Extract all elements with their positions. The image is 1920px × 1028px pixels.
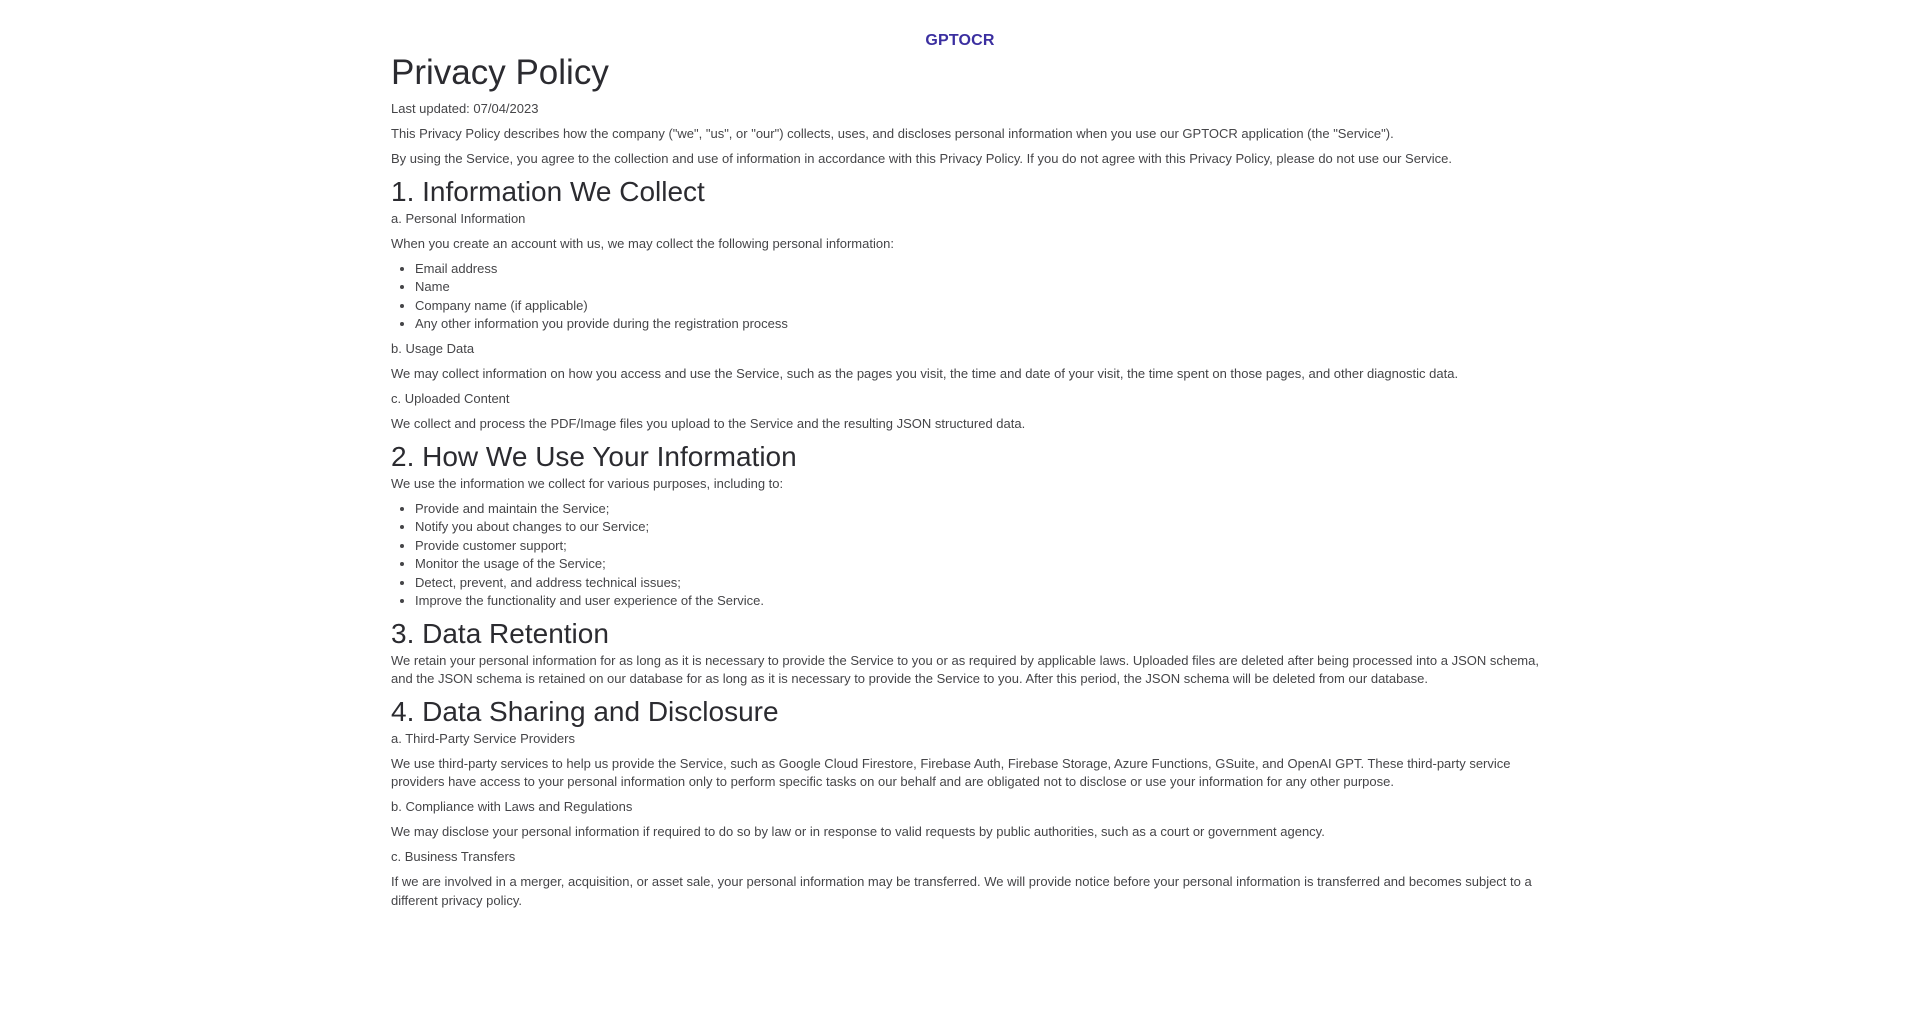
usage-purposes-list [391, 500, 1541, 611]
compliance-text: We may disclose your personal information if required to do so by law or in response to valid requests by public authorities, such as a court or government agency. [391, 824, 1325, 839]
intro-paragraph-2: By using the Service, you agree to the collection and use of information in accordance with this Privacy Policy. If you do not agree with this Privacy Policy, please do not use our Service. [391, 151, 1453, 166]
list-item: • Monitor the usage of the Service; [415, 555, 1541, 574]
usage-purposes-text: We use the information we collect for various purposes, including to: [391, 475, 784, 491]
list-item: • Detect, prevent, and address technical issues; [415, 574, 1541, 593]
personal-info-text: When you create an account with us, we may collect the following personal information: [391, 235, 894, 251]
compliance-subheading: b. Compliance with Laws and Regulations [391, 799, 633, 814]
personal-info-subheading: a. Personal Information [391, 210, 526, 226]
list-item: • Provide and maintain the Service; [415, 500, 1541, 519]
list-item: • Any other information you provide during the registration process [415, 315, 1541, 334]
page-title: Privacy Policy [391, 53, 609, 92]
last-updated: Last updated: 07/04/2023 [391, 101, 539, 116]
third-party-text: We use third-party services to help us provide the Service, such as Google Cloud Firestore, Firebase Auth, Firebase Storage, Azure Functions, GSuite, and OpenAI GPT. These third-party service providers have access to your personal information only to perform specific tasks on our behalf and are obligated not to disclose or use your information for any other purpose. [391, 755, 1511, 789]
business-transfers-text: If we are involved in a merger, acquisition, or asset sale, your personal information may be transferred. We will provide notice before your personal information is transferred and becomes subject to a different privacy policy. [391, 874, 1532, 908]
section-4-heading: 4. Data Sharing and Disclosure [391, 695, 779, 727]
section-2-heading: 2. How We Use Your Information [391, 440, 797, 472]
list-item: • Name [415, 278, 1541, 297]
intro-paragraph-1: This Privacy Policy describes how the company ("we", "us", or "our") collects, uses, and discloses personal information when you use our GPTOCR application (the "Service"). [391, 126, 1394, 141]
section-3-heading: 3. Data Retention [391, 617, 609, 649]
uploaded-content-text: We collect and process the PDF/Image files you upload to the Service and the resulting JSON structured data. [391, 416, 1026, 431]
list-item: • Email address [415, 260, 1541, 279]
list-item: • Notify you about changes to our Service; [415, 518, 1541, 537]
policy-content [391, 50, 1541, 910]
usage-data-text: We may collect information on how you access and use the Service, such as the pages you visit, the time and date of your visit, the time spent on those pages, and other diagnostic data. [391, 366, 1459, 381]
section-1-heading: 1. Information We Collect [391, 175, 705, 207]
business-transfers-subheading: c. Business Transfers [391, 849, 516, 864]
third-party-subheading: a. Third-Party Service Providers [391, 730, 575, 746]
uploaded-content-subheading: c. Uploaded Content [391, 391, 510, 406]
brand-link[interactable]: GPTOCR [925, 32, 995, 49]
usage-data-subheading: b. Usage Data [391, 341, 475, 356]
list-item: • Company name (if applicable) [415, 297, 1541, 316]
personal-info-list [391, 260, 1541, 334]
list-item: • Provide customer support; [415, 537, 1541, 556]
data-retention-text: We retain your personal information for as long as it is necessary to provide the Service to you or as required by applicable laws. Uploaded files are deleted after being processed into a JSON schema, and the JSON schema is retained on our database for as long as it is necessary to provide the Service to you. After this period, the JSON schema will be deleted from our database. [391, 652, 1539, 686]
list-item: • Improve the functionality and user experience of the Service. [415, 592, 1541, 611]
